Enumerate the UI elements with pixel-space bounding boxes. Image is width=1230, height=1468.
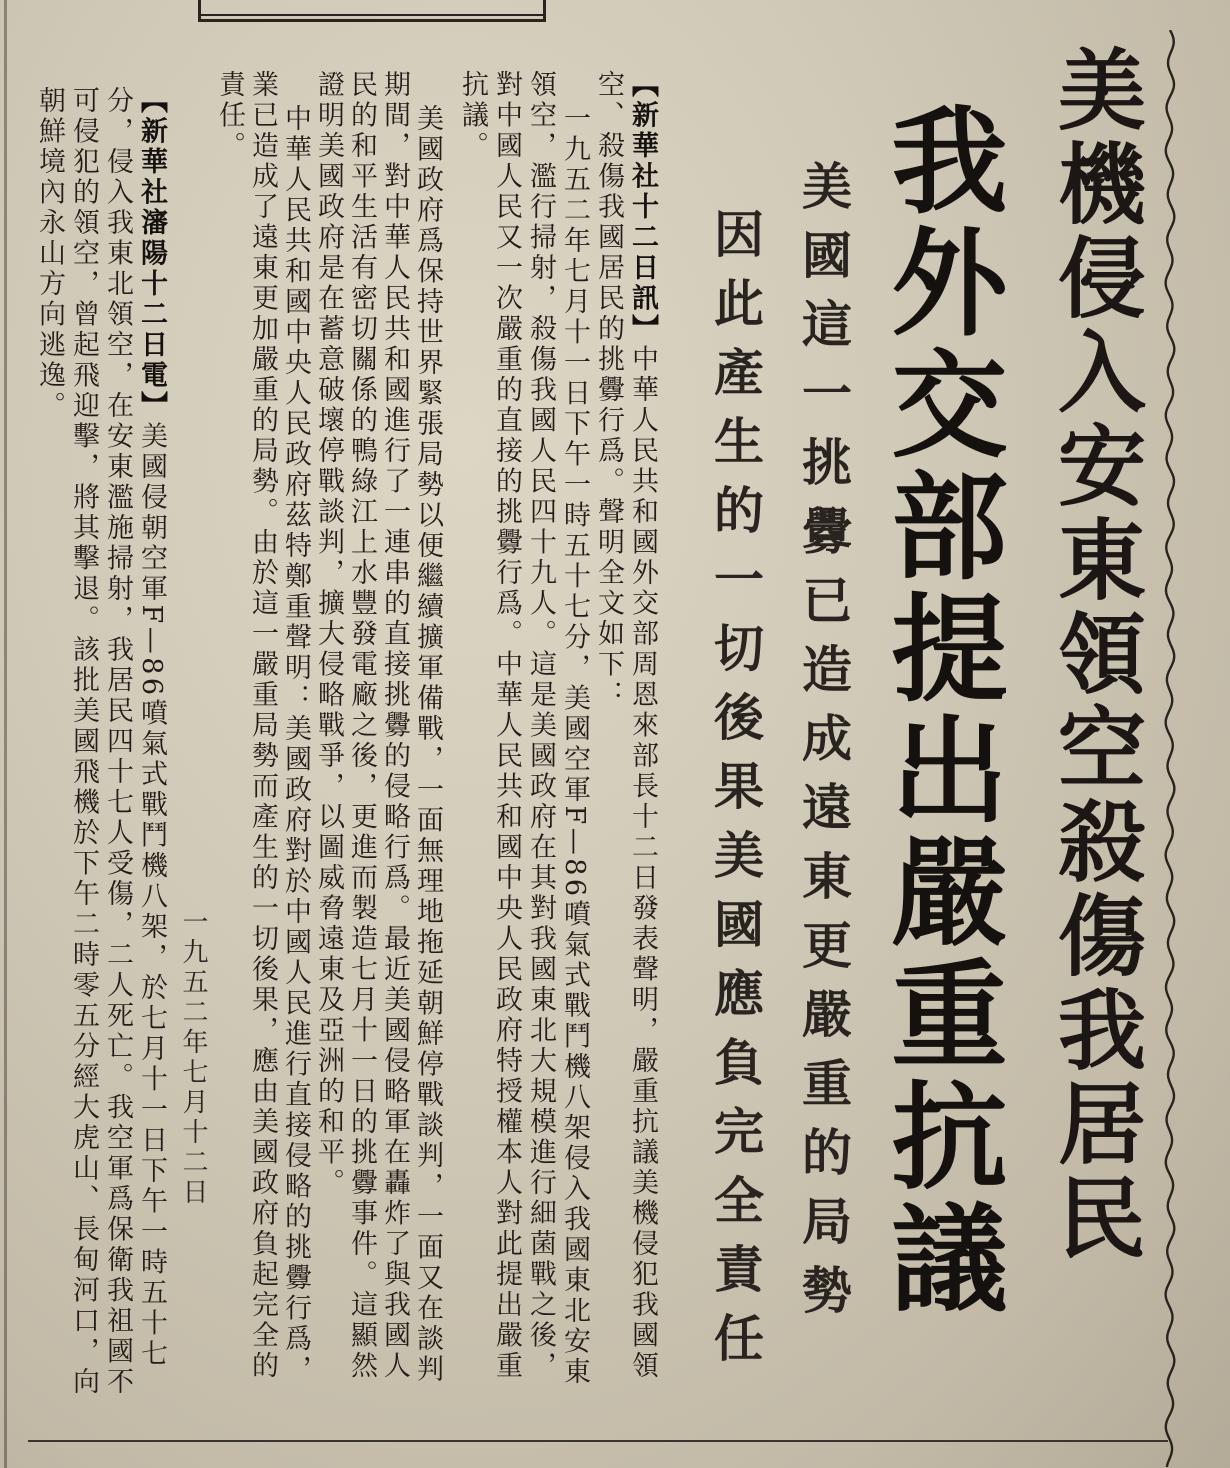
statement-column: 空、殺傷我國居民的挑釁行爲。聲明全文如下： [593,70,624,711]
subheadline: 因此產生的一切後果美國應負完全責任 [706,208,765,1381]
report-column: 分，侵入我東北領空，在安東濫施掃射，我居民四十七人受傷，二人死亡。我空軍爲保衛我祖國不 [102,86,133,1398]
report-dateline: 【新華社瀋陽十二日電】 [136,86,167,422]
statement-column: 美國政府爲保持世界緊張局勢以便繼續擴軍備戰，一面無理地拖延朝鮮停戰談判，一面又在談判 [412,104,443,1385]
statement-column [626,70,659,1382]
statement-column: 對中國人民又一次嚴重的直接的挑釁行爲。中華人民共和國中央人民政府特授權本人對此提出嚴重 [491,70,522,1382]
statement-column: 抗議。 [457,70,488,162]
adjacent-article-frame [198,0,546,22]
secondary-headline: 我外交部提出嚴重抗議 [872,100,1008,1320]
column-text: 美國侵朝空軍F—86噴氣式戰鬥機八架，於七月十一日下午一時五十七 [136,421,167,1370]
report-column: 可侵犯的領空，曾起飛迎擊，將其擊退。該批美國飛機於下午二時零五分經大虎山、長甸河口，向 [68,86,99,1398]
report-column: 朝鮮境內永山方向逃逸。 [34,86,65,422]
statement-column: 證明美國政府是在蓄意破壞停戰談判，擴大侵略戰爭，以圖威脅遠東及亞洲的和平。 [313,70,344,1199]
bottom-rule [28,1440,1168,1442]
main-headline: 美機侵入安東領空殺傷我居民 [1044,44,1148,1266]
wavy-border-line [1166,30,1175,1467]
statement-column: 業已造成了遠東更加嚴重的局勢。由於這一嚴重局勢而產生的一切後果，應由美國政府負起完全的 [247,70,278,1382]
paper-left-edge [4,0,7,1468]
statement-column: 期間，對中華人民共和國進行了一連串的直接挑釁的侵略行爲。最近美國侵略軍在轟炸了與我國人 [379,70,410,1382]
subheadline: 美國這一挑釁已造成遠東更嚴重的局勢 [794,160,853,1333]
statement-dateline: 【新華社十二日訊】 [627,70,658,345]
statement-column: 民的和平生活有密切關係的鴨綠江上水豐發電廠之後，更進而製造七月十一日的挑釁事件。這顯然 [346,70,377,1382]
statement-column: 責任。 [214,70,245,162]
column-text: 中華人民共和國外交部周恩來部長十二日發表聲明，嚴重抗議美機侵犯我國領 [627,344,658,1382]
statement-date: 一九五二年七月十二日 [178,908,208,1208]
report-column [135,86,168,1370]
statement-column: 領空，濫行掃射，殺傷我國人民四十九人。這是美國政府在其對我國東北大規模進行細菌戰之後， [525,70,556,1382]
statement-column: 一九五二年七月十一日下午一時五十七分，美國空軍F—86噴氣式戰鬥機八架侵入我國東北安東 [559,104,590,1388]
statement-column: 中華人民共和國中央人民政府茲特鄭重聲明：美國政府對於中國人民進行直接侵略的挑釁行爲， [280,104,311,1385]
wavy-border [1155,30,1185,1468]
